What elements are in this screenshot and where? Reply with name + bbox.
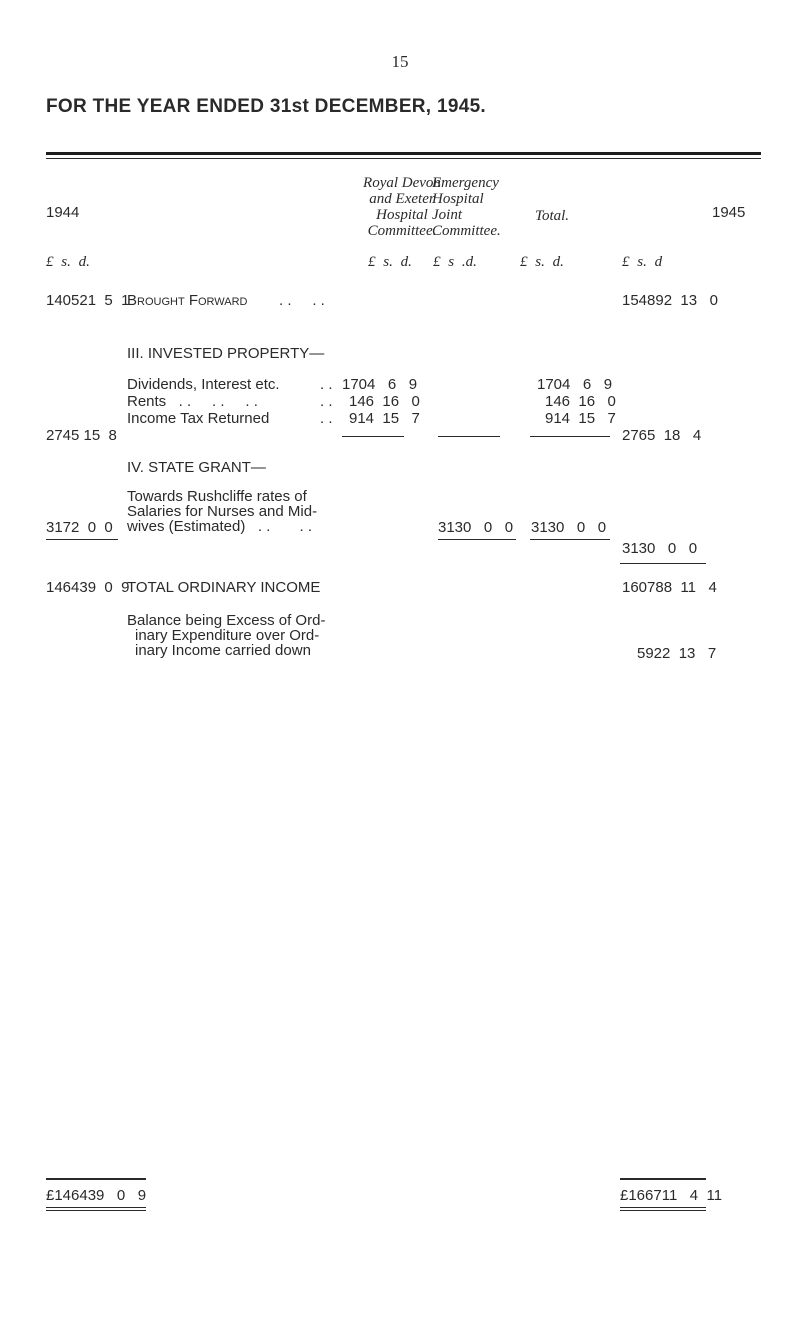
state-grant-text-line: Salaries for Nurses and Mid-: [127, 503, 318, 520]
royal-devon-header-line: and Exeter: [369, 191, 435, 207]
state-grant-emergency: 3130 0 0: [438, 519, 514, 536]
grand-total-rule-current-bottom: [620, 1207, 706, 1211]
invested-row-label: Rents . . . . . .: [127, 393, 258, 410]
grand-total-rule-current-top: [620, 1178, 706, 1180]
brought-forward-prior: 140521 5 1: [46, 292, 130, 309]
units-1944: £ s. d.: [46, 254, 90, 270]
units-total: £ s. d.: [520, 254, 564, 270]
invested-row-dots: . .: [320, 376, 333, 393]
subtotal-line-royal: [342, 436, 404, 437]
state-grant-text-line: wives (Estimated) . . . .: [127, 518, 313, 535]
balance-text-line: Balance being Excess of Ord-: [127, 612, 326, 629]
invested-row-label: Income Tax Returned: [127, 410, 270, 427]
year-1945-header: 1945: [712, 204, 746, 221]
brought-forward-current: 154892 13 0: [622, 292, 718, 309]
state-grant-text-line: Towards Rushcliffe rates of: [127, 488, 307, 505]
state-grant-description: [127, 489, 317, 534]
royal-devon-header-line: Royal Devon: [363, 175, 441, 191]
total-ordinary-income-label: TOTAL ORDINARY INCOME: [127, 579, 321, 596]
invested-row-label: Dividends, Interest etc.: [127, 376, 280, 393]
invested-row-total: 914 15 7: [545, 410, 616, 427]
emergency-header-line: Joint: [432, 207, 462, 223]
brought-forward-label: Brought Forward: [127, 292, 248, 309]
year-1944-header: 1944: [46, 204, 80, 221]
emergency-column-rule: [438, 539, 516, 540]
invested-row-royal: 146 16 0: [349, 393, 420, 410]
subtotal-line-emergency: [438, 436, 500, 437]
grand-total-rule-prior-top: [46, 1178, 146, 1180]
invested-property-prior: 2745 15 8: [46, 427, 117, 444]
balance-description: [127, 613, 325, 658]
invested-row-royal: 1704 6 9: [342, 376, 418, 393]
invested-row-dots: . .: [320, 410, 333, 427]
total-column-rule: [530, 539, 610, 540]
state-grant-prior: 3172 0 0: [46, 519, 113, 536]
balance-text-line: inary Expenditure over Ord-: [135, 627, 320, 644]
total-ordinary-income-current: 160788 11 4: [622, 579, 717, 596]
top-rule: [46, 152, 761, 155]
emergency-column-header: [432, 175, 532, 239]
grand-total-prior: £146439 0 9: [46, 1187, 147, 1204]
sum-rule-1945: [620, 563, 706, 564]
balance-text-line: inary Income carried down: [135, 642, 311, 659]
units-royal-devon: £ s. d.: [368, 254, 412, 270]
total-ordinary-income-prior: 146439 0 9: [46, 579, 130, 596]
state-grant-heading: IV. STATE GRANT—: [127, 459, 266, 476]
invested-row-total: 1704 6 9: [537, 376, 613, 393]
page-title: FOR THE YEAR ENDED 31st DECEMBER, 1945.: [46, 96, 487, 117]
invested-row-total: 146 16 0: [545, 393, 616, 410]
emergency-header-line: Hospital: [432, 191, 484, 207]
royal-devon-header-line: Committee.: [367, 223, 437, 239]
invested-property-current: 2765 18 4: [622, 427, 702, 444]
units-emergency: £ s .d.: [433, 254, 477, 270]
prior-column-rule: [46, 539, 118, 540]
invested-row-royal: 914 15 7: [349, 410, 420, 427]
state-grant-current: 3130 0 0: [622, 540, 698, 557]
emergency-header-line: Committee.: [432, 223, 501, 239]
subtotal-line-total: [530, 436, 610, 437]
page-number: 15: [391, 52, 409, 71]
total-column-header: Total.: [535, 208, 570, 224]
top-rule-thin: [46, 158, 761, 159]
balance-current: 5922 13 7: [637, 645, 717, 662]
grand-total-current: £166711 4 11: [620, 1187, 723, 1204]
invested-property-heading: III. INVESTED PROPERTY—: [127, 345, 325, 362]
invested-row-dots: . .: [320, 393, 333, 410]
brought-forward-dots: . . . .: [279, 292, 325, 309]
royal-devon-header-line: Hospital: [376, 207, 428, 223]
state-grant-total: 3130 0 0: [531, 519, 607, 536]
grand-total-rule-prior-bottom: [46, 1207, 146, 1211]
units-1945: £ s. d: [622, 254, 663, 270]
emergency-header-line: Emergency: [432, 175, 499, 191]
